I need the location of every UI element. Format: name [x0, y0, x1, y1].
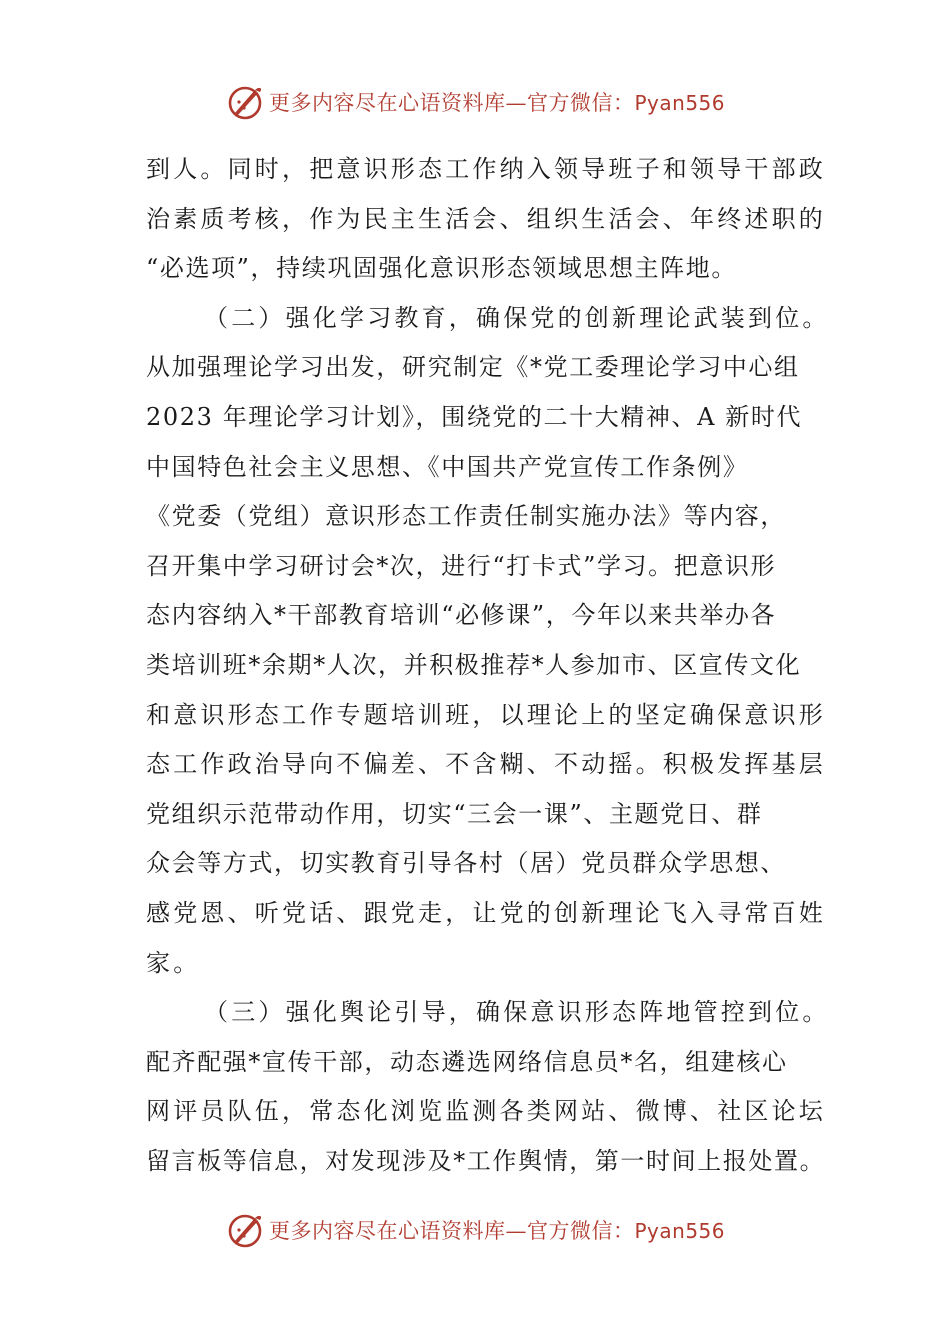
- paragraph-line: “必选项”，持续巩固强化意识形态领域思想主阵地。: [146, 254, 737, 283]
- section-heading-line: （二）强化学习教育，确保党的创新理论武装到位。: [204, 303, 830, 332]
- paragraph-line: 《党委（党组）意识形态工作责任制实施办法》等内容，: [146, 502, 786, 531]
- document-body: [146, 145, 830, 1186]
- paragraph-line: 家。: [146, 948, 201, 977]
- paragraph-line: 类培训班*余期*人次，并积极推荐*人参加市、区宣传文化: [146, 650, 802, 679]
- paragraph-line: 治素质考核，作为民主生活会、组织生活会、年终述职的: [146, 204, 826, 233]
- paragraph-line: 党组织示范带动作用，切实“三会一课”、主题党日、群: [146, 799, 763, 828]
- paragraph-line: 召开集中学习研讨会*次，进行“打卡式”学习。把意识形: [146, 551, 777, 580]
- paragraph-line: 到人。同时，把意识形态工作纳入领导班子和领导干部政: [146, 155, 826, 183]
- banner-wechat-id: Pyan556: [634, 1219, 725, 1243]
- paragraph-line: 和意识形态工作专题培训班，以理论上的坚定确保意识形: [146, 700, 826, 729]
- paragraph-line: 网评员队伍，常态化浏览监测各类网站、微博、社区论坛: [146, 1097, 826, 1126]
- header-banner: [0, 80, 950, 124]
- paragraph-line: 感党恩、听党话、跟党走，让党的创新理论飞入寻常百姓: [146, 898, 826, 927]
- paragraph-line: 中国特色社会主义思想、《中国共产党宣传工作条例》: [146, 452, 749, 481]
- quill-pen-logo-icon: [225, 82, 265, 122]
- paragraph-line: 配齐配强*宣传干部，动态遴选网络信息员*名，组建核心: [146, 1047, 788, 1076]
- paragraph-line: 2023 年理论学习计划》，围绕党的二十大精神、A 新时代: [146, 402, 803, 431]
- banner-suffix: 官方微信：: [526, 91, 635, 115]
- banner-text: [269, 87, 725, 117]
- banner-dash: —: [505, 1219, 527, 1243]
- banner-main-text: 更多内容尽在心语资料库: [268, 91, 506, 115]
- paragraph-line: 留言板等信息，对发现涉及*工作舆情，第一时间上报处置。: [146, 1146, 826, 1175]
- banner-main-text: 更多内容尽在心语资料库: [268, 1219, 506, 1243]
- banner-suffix: 官方微信：: [526, 1219, 635, 1243]
- paragraph-line: 众会等方式，切实教育引导各村（居）党员群众学思想、: [146, 849, 786, 878]
- paragraph-line: 从加强理论学习出发，研究制定《*党工委理论学习中心组: [146, 353, 800, 382]
- quill-pen-logo-icon: [225, 1210, 265, 1250]
- section-heading-line: （三）强化舆论引导，确保意识形态阵地管控到位。: [204, 998, 830, 1027]
- banner-text: [269, 1215, 725, 1245]
- banner-dash: —: [505, 91, 527, 115]
- banner-wechat-id: Pyan556: [634, 91, 725, 115]
- paragraph-line: 态工作政治导向不偏差、不含糊、不动摇。积极发挥基层: [146, 750, 826, 779]
- paragraph-line: 态内容纳入*干部教育培训“必修课”，今年以来共举办各: [146, 601, 777, 630]
- footer-banner: [0, 1208, 950, 1252]
